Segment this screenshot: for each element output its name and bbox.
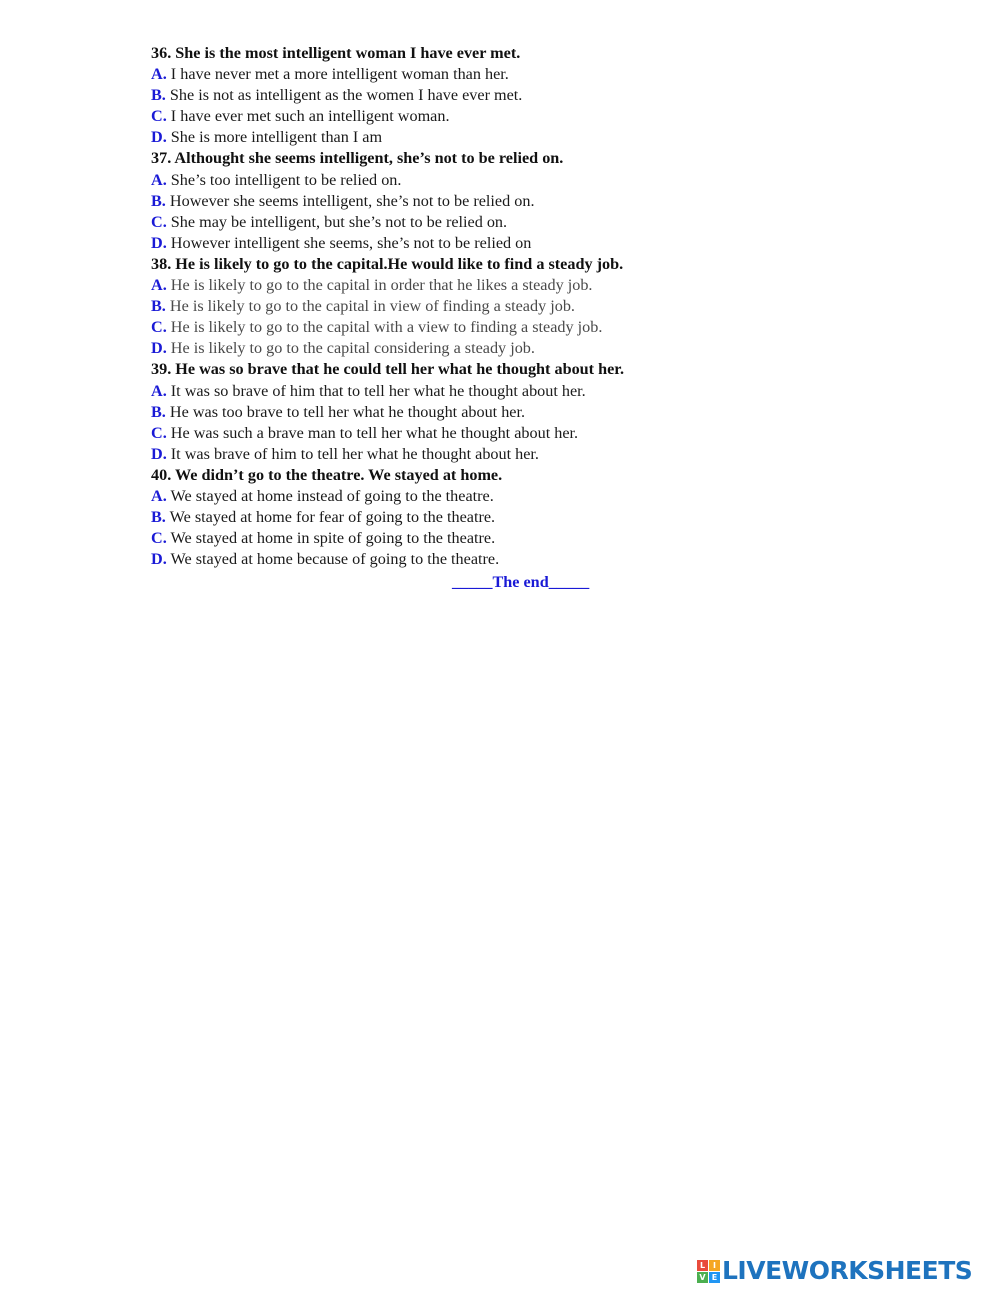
option-text: We stayed at home for fear of going to the theatre. bbox=[169, 508, 496, 527]
liveworksheets-logo bbox=[697, 1256, 972, 1286]
option-letter: B. bbox=[151, 297, 166, 316]
logo-mark-icon bbox=[697, 1260, 720, 1283]
question-37-stem: 37. Althought she seems intelligent, she’s not to be relied on. bbox=[151, 149, 564, 168]
question-36-option-d[interactable] bbox=[151, 127, 851, 148]
option-letter: C. bbox=[151, 423, 167, 442]
question-37-option-d[interactable] bbox=[151, 233, 851, 254]
option-text: I have ever met such an intelligent woman. bbox=[170, 107, 450, 126]
option-text: It was so brave of him that to tell her what he thought about her. bbox=[170, 381, 586, 400]
question-38-stem: 38. He is likely to go to the capital.He would like to find a steady job. bbox=[151, 254, 624, 273]
question-40-option-d[interactable] bbox=[151, 549, 851, 570]
question-37-option-c[interactable] bbox=[151, 212, 851, 233]
option-text: She may be intelligent, but she’s not to be relied on. bbox=[170, 212, 508, 231]
option-text: He is likely to go to the capital in view of finding a steady job. bbox=[169, 297, 575, 316]
option-letter: D. bbox=[151, 233, 167, 252]
option-letter: A. bbox=[151, 381, 167, 400]
option-text: She is not as intelligent as the women I have ever met. bbox=[169, 86, 523, 105]
option-text: He was too brave to tell her what he thought about her. bbox=[169, 402, 526, 421]
option-letter: C. bbox=[151, 212, 167, 231]
logo-text: LIVEWORKSHEETS bbox=[722, 1256, 973, 1285]
question-39-option-d[interactable] bbox=[151, 444, 851, 465]
option-letter: A. bbox=[151, 276, 167, 295]
question-38-option-b[interactable] bbox=[151, 296, 851, 317]
option-text: He is likely to go to the capital in order that he likes a steady job. bbox=[170, 276, 593, 295]
question-38-option-a[interactable] bbox=[151, 275, 851, 296]
option-text: She’s too intelligent to be relied on. bbox=[170, 170, 402, 189]
question-38-option-d[interactable] bbox=[151, 338, 851, 359]
the-end-footer: _____The end_____ bbox=[452, 573, 590, 591]
option-text: He was such a brave man to tell her what he thought about her. bbox=[170, 423, 579, 442]
option-text: However intelligent she seems, she’s not to be relied on bbox=[170, 233, 532, 252]
question-36-stem: 36. She is the most intelligent woman I have ever met. bbox=[151, 44, 521, 62]
question-40-stem: 40. We didn’t go to the theatre. We stayed at home. bbox=[151, 465, 503, 484]
question-36-option-c[interactable] bbox=[151, 106, 851, 127]
option-letter: C. bbox=[151, 529, 167, 548]
worksheet-content bbox=[151, 43, 851, 570]
logo-mark-cell: L bbox=[697, 1260, 708, 1271]
logo-mark-cell: I bbox=[709, 1260, 720, 1271]
question-40-option-a[interactable] bbox=[151, 486, 851, 507]
option-text: We stayed at home because of going to the theatre. bbox=[170, 550, 500, 569]
option-text: He is likely to go to the capital considering a steady job. bbox=[170, 339, 535, 358]
question-40-option-c[interactable] bbox=[151, 528, 851, 549]
option-letter: C. bbox=[151, 318, 167, 337]
option-text: I have never met a more intelligent woman than her. bbox=[170, 65, 509, 84]
question-39-stem: 39. He was so brave that he could tell her what he thought about her. bbox=[151, 360, 625, 379]
question-37-option-a[interactable] bbox=[151, 170, 851, 191]
option-letter: C. bbox=[151, 107, 167, 126]
question-39-option-b[interactable] bbox=[151, 402, 851, 423]
logo-mark-cell: E bbox=[709, 1272, 720, 1283]
question-40-option-b[interactable] bbox=[151, 507, 851, 528]
option-letter: A. bbox=[151, 170, 167, 189]
option-letter: B. bbox=[151, 402, 166, 421]
option-letter: A. bbox=[151, 65, 167, 84]
option-letter: D. bbox=[151, 128, 167, 147]
logo-mark-cell: V bbox=[697, 1272, 708, 1283]
option-letter: D. bbox=[151, 444, 167, 463]
option-letter: A. bbox=[151, 486, 167, 505]
option-letter: D. bbox=[151, 550, 167, 569]
option-letter: B. bbox=[151, 191, 166, 210]
question-39-option-c[interactable] bbox=[151, 423, 851, 444]
question-39-option-a[interactable] bbox=[151, 381, 851, 402]
option-letter: B. bbox=[151, 86, 166, 105]
option-text: However she seems intelligent, she’s not to be relied on. bbox=[169, 191, 535, 210]
option-text: He is likely to go to the capital with a view to finding a steady job. bbox=[170, 318, 603, 337]
option-text: It was brave of him to tell her what he thought about her. bbox=[170, 444, 539, 463]
question-38-option-c[interactable] bbox=[151, 317, 851, 338]
question-36-option-b[interactable] bbox=[151, 85, 851, 106]
question-36-option-a[interactable] bbox=[151, 64, 851, 85]
option-letter: B. bbox=[151, 508, 166, 527]
option-text: We stayed at home in spite of going to the theatre. bbox=[170, 529, 496, 548]
option-text: She is more intelligent than I am bbox=[170, 128, 383, 147]
option-letter: D. bbox=[151, 339, 167, 358]
question-37-option-b[interactable] bbox=[151, 191, 851, 212]
option-text: We stayed at home instead of going to the theatre. bbox=[170, 486, 494, 505]
